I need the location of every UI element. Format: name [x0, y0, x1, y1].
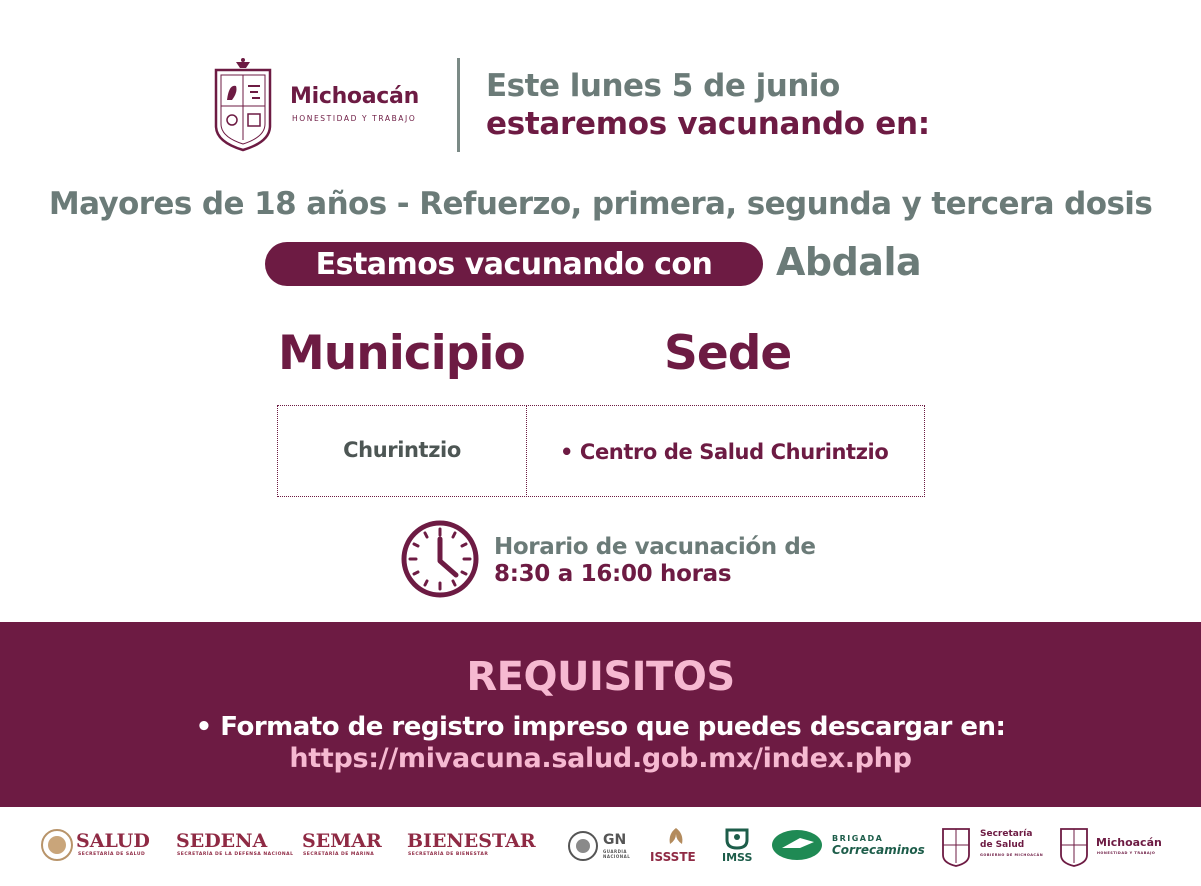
de-salud-label: de Salud	[980, 840, 1025, 850]
sedena-sub: SECRETARÍA DE LA DEFENSA NACIONAL	[177, 852, 294, 857]
brand-name: Michoacán	[290, 84, 419, 109]
brigada-label: BRIGADA	[832, 834, 884, 843]
requirements-item: • Formato de registro impreso que puedes descargar en:	[195, 712, 1006, 742]
michoacan-footer-sub: HONESTIDAD Y TRABAJO	[1097, 851, 1156, 855]
semar-logo: SEMAR	[302, 830, 382, 852]
issste-logo: ISSSTE	[650, 850, 696, 864]
sedena-logo: SEDENA	[176, 830, 268, 852]
cell-sede: • Centro de Salud Churintzio	[560, 440, 889, 464]
schedule-label: Horario de vacunación de	[494, 534, 816, 560]
schedule-hours: 8:30 a 16:00 horas	[494, 561, 732, 587]
correcaminos-label: Correcaminos	[832, 843, 925, 857]
date-line: Este lunes 5 de junio	[486, 68, 840, 104]
gn-sub: GUARDIA NACIONAL	[603, 849, 631, 859]
registration-link[interactable]: https://mivacuna.salud.gob.mx/index.php	[289, 743, 912, 774]
secretaria-salud-shield-icon	[941, 823, 971, 867]
clock-icon	[400, 519, 480, 599]
secretaria-label: Secretaría	[980, 829, 1033, 839]
vaccine-name: Abdala	[776, 240, 922, 284]
imss-logo: IMSS	[722, 851, 753, 864]
gn-emblem-icon	[567, 830, 599, 862]
michoacan-shield-logo	[212, 56, 274, 152]
salud-sub: SECRETARÍA DE SALUD	[78, 852, 146, 857]
imss-emblem-icon	[722, 826, 752, 850]
salud-logo: SALUD	[76, 830, 150, 852]
bienestar-sub: SECRETARÍA DE BIENESTAR	[408, 852, 489, 857]
michoacan-small-shield-icon	[1059, 823, 1089, 867]
bienestar-logo: BIENESTAR	[407, 830, 536, 852]
semar-sub: SECRETARÍA DE MARINA	[303, 852, 375, 857]
issste-emblem-icon	[664, 826, 688, 848]
header-divider	[457, 58, 460, 152]
announce-line: estaremos vacunando en:	[486, 106, 930, 142]
michoacan-footer-logo: Michoacán	[1096, 836, 1162, 849]
table-column-divider	[526, 405, 527, 497]
gobierno-label: GOBIERNO DE MICHOACÁN	[980, 853, 1044, 857]
salud-eagle-icon	[40, 828, 74, 862]
vaccination-pill: Estamos vacunando con	[265, 242, 763, 286]
brigada-roadrunner-icon	[770, 828, 824, 862]
header-sede: Sede	[664, 326, 792, 381]
gn-logo: GN	[603, 832, 627, 848]
header-municipio: Municipio	[278, 326, 525, 381]
cell-municipio: Churintzio	[343, 438, 461, 462]
brand-tagline: HONESTIDAD Y TRABAJO	[292, 114, 417, 123]
audience-text: Mayores de 18 años - Refuerzo, primera, segunda y tercera dosis	[48, 186, 1153, 222]
requirements-title: REQUISITOS	[466, 654, 735, 700]
